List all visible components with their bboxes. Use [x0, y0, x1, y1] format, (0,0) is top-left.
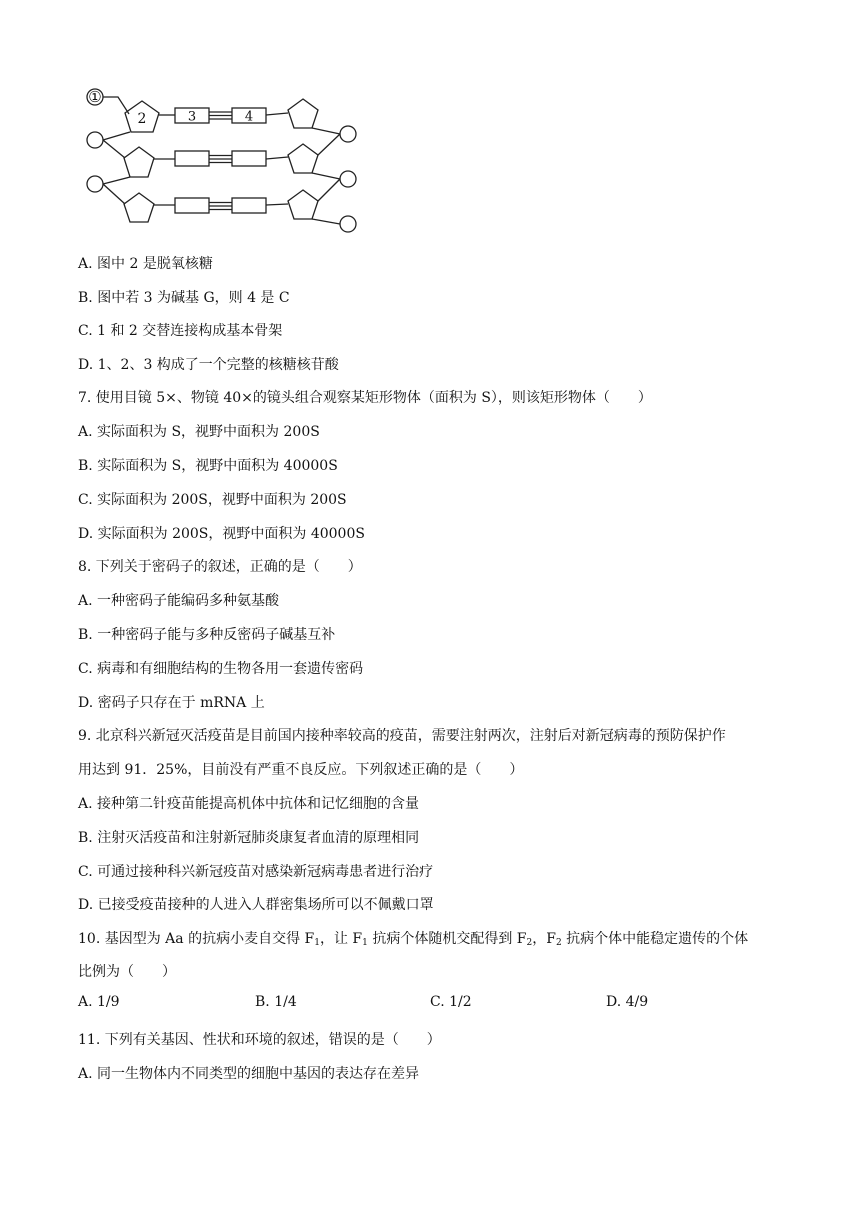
q6-option-c: C. 1 和 2 交替连接构成基本骨架 — [78, 323, 283, 339]
phosphate-right-1 — [340, 126, 356, 142]
label-2: 2 — [137, 111, 147, 127]
q8-option-b: B. 一种密码子能与多种反密码子碱基互补 — [78, 627, 336, 643]
hydrogen-bonds-row-2 — [209, 156, 232, 163]
q10-option-c: C. 1/2 — [430, 994, 472, 1010]
q7-stem: 7. 使用目镜 5×、物镜 40×的镜头组合观察某矩形物体（面积为 S），则该矩形物体（ ） — [78, 390, 652, 406]
hydrogen-bonds-row-1 — [209, 112, 232, 119]
base-box — [232, 151, 266, 166]
q7-option-b: B. 实际面积为 S，视野中面积为 40000S — [78, 458, 338, 474]
phosphate-left-2 — [87, 132, 103, 148]
q10-stem-part: 抗病个体随机交配得到 F — [367, 931, 527, 947]
q6-option-b: B. 图中若 3 为碱基 G，则 4 是 C — [78, 290, 290, 306]
q8-option-c: C. 病毒和有细胞结构的生物各用一套遗传密码 — [78, 661, 364, 677]
subscript: 1 — [362, 938, 368, 948]
q10-stem-part: 抗病个体中能稳定遗传的个体 — [561, 931, 749, 947]
label-1: ① — [88, 88, 102, 106]
base-box — [175, 198, 209, 213]
sugar-right-2 — [288, 144, 318, 173]
phosphate-right-2 — [340, 171, 356, 187]
q10-option-b: B. 1/4 — [255, 994, 297, 1010]
hydrogen-bonds-row-3 — [209, 203, 232, 210]
q6-option-a: A. 图中 2 是脱氧核糖 — [78, 256, 213, 272]
q9-option-b: B. 注射灭活疫苗和注射新冠肺炎康复者血清的原理相同 — [78, 830, 420, 846]
phosphate-left-3 — [87, 176, 103, 192]
label-3: 3 — [187, 109, 197, 125]
q10-stem-part: ，F — [532, 931, 556, 947]
sugar-left-2 — [124, 147, 154, 177]
subscript: 1 — [314, 938, 320, 948]
q11-option-a: A. 同一生物体内不同类型的细胞中基因的表达存在差异 — [78, 1066, 420, 1082]
label-4: 4 — [244, 109, 254, 125]
q8-option-a: A. 一种密码子能编码多种氨基酸 — [78, 593, 280, 609]
q10-stem-part: 10. 基因型为 Aa 的抗病小麦自交得 F — [78, 931, 315, 947]
sugar-left-3 — [124, 193, 154, 222]
q10-stem-line-2: 比例为（ ） — [78, 964, 176, 980]
q7-option-a: A. 实际面积为 S，视野中面积为 200S — [78, 424, 320, 440]
q10-stem-line-1 — [78, 929, 748, 953]
q10-options — [78, 994, 798, 1014]
dna-structure-diagram — [84, 82, 374, 244]
q7-option-d: D. 实际面积为 200S，视野中面积为 40000S — [78, 526, 365, 542]
q8-option-d: D. 密码子只存在于 mRNA 上 — [78, 695, 265, 711]
q9-option-c: C. 可通过接种科兴新冠疫苗对感染新冠病毒患者进行治疗 — [78, 864, 434, 880]
q9-stem-line-1: 9. 北京科兴新冠灭活疫苗是目前国内接种率较高的疫苗，需要注射两次，注射后对新冠病毒的预防保护作 — [78, 728, 726, 744]
sugar-right-3 — [288, 190, 318, 219]
q9-stem-line-2: 用达到 91．25%，目前没有严重不良反应。下列叙述正确的是（ ） — [78, 762, 524, 778]
subscript: 2 — [526, 938, 533, 948]
q6-option-d: D. 1、2、3 构成了一个完整的核糖核苷酸 — [78, 357, 339, 373]
base-box — [232, 198, 266, 213]
subscript: 2 — [555, 938, 562, 948]
sugar-right-1 — [288, 99, 318, 128]
q9-option-d: D. 已接受疫苗接种的人进入人群密集场所可以不佩戴口罩 — [78, 897, 434, 913]
q10-option-d: D. 4/9 — [606, 994, 649, 1010]
q9-option-a: A. 接种第二针疫苗能提高机体中抗体和记忆细胞的含量 — [78, 796, 420, 812]
base-box — [175, 151, 209, 166]
q11-stem: 11. 下列有关基因、性状和环境的叙述，错误的是（ ） — [78, 1032, 441, 1048]
phosphate-right-3 — [340, 216, 356, 232]
q10-option-a: A. 1/9 — [78, 994, 120, 1010]
q8-stem: 8. 下列关于密码子的叙述，正确的是（ ） — [78, 559, 362, 575]
q10-stem-part: ，让 F — [319, 931, 363, 947]
q7-option-c: C. 实际面积为 200S，视野中面积为 200S — [78, 492, 347, 508]
